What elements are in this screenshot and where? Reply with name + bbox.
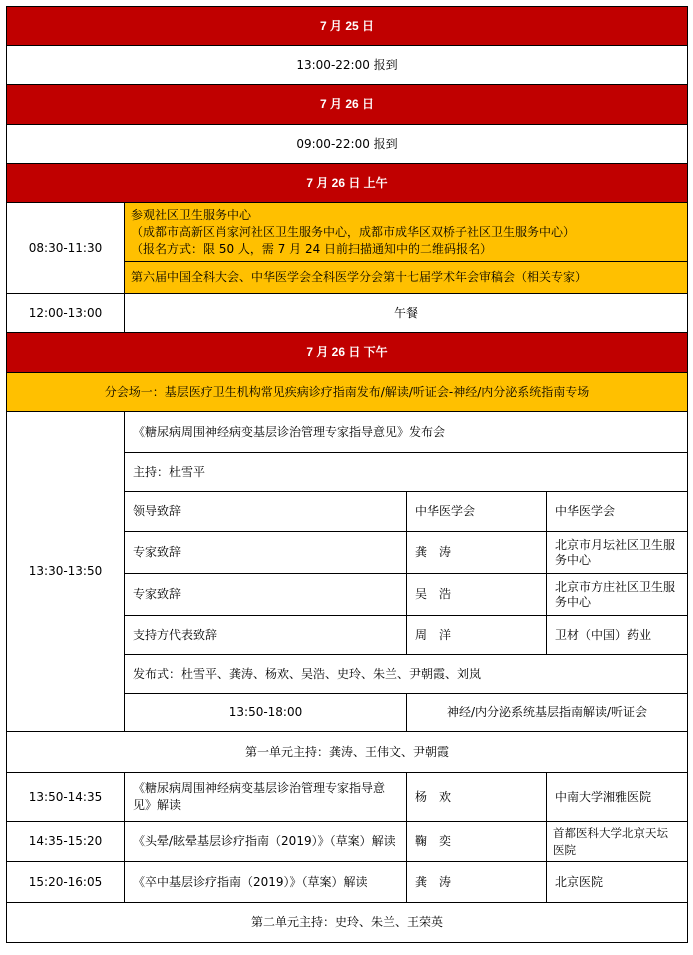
visit-line1: 参观社区卫生服务中心 (131, 207, 252, 222)
visit-cell (125, 203, 688, 262)
speech-person: 吴 浩 (407, 574, 547, 616)
speech-org: 卫材（中国）药业 (547, 616, 688, 655)
day2-header-row (7, 85, 688, 125)
lunch-time: 12:00-13:00 (7, 294, 125, 333)
launch-time: 13:30-13:50 (7, 412, 125, 732)
talk-org: 北京医院 (547, 862, 688, 903)
day1-header: 7 月 25 日 (7, 7, 688, 46)
lunch-label: 午餐 (125, 294, 688, 333)
talk-speaker: 杨 欢 (407, 773, 547, 822)
talk-org: 首都医科大学北京天坛医院 (547, 822, 688, 862)
talk-time: 15:20-16:05 (7, 862, 125, 903)
table-row (7, 822, 688, 862)
review-meeting: 第六届中国全科大会、中华医学会全科医学分会第十七届学术年会审稿会（相关专家） (125, 262, 688, 294)
speech-role: 领导致辞 (125, 492, 407, 532)
launch-host: 主持：杜雪平 (125, 453, 688, 492)
day2-checkin-row (7, 125, 688, 164)
lunch-row (7, 294, 688, 333)
branch-title: 分会场一：基层医疗卫生机构常见疾病诊疗指南发布/解读/听证会-神经/内分泌系统指南专场 (7, 373, 688, 412)
afternoon-header: 7 月 26 日 下午 (7, 333, 688, 373)
morning-visit-row (7, 203, 688, 262)
launch-title-row (7, 412, 688, 453)
unit2-host-row (7, 903, 688, 943)
speech-role: 专家致辞 (125, 532, 407, 574)
speech-role: 专家致辞 (125, 574, 407, 616)
hearing-title: 神经/内分泌系统基层指南解读/听证会 (407, 694, 688, 732)
talk-topic: 《糖尿病周围神经病变基层诊治管理专家指导意见》解读 (125, 773, 407, 822)
talk-time: 14:35-15:20 (7, 822, 125, 862)
talk-speaker: 鞠 奕 (407, 822, 547, 862)
day1-header-row (7, 7, 688, 46)
unit1-host-row (7, 732, 688, 773)
speech-org: 北京市方庄社区卫生服务中心 (547, 574, 688, 616)
table-row (7, 773, 688, 822)
day2-checkin: 09:00-22:00 报到 (7, 125, 688, 164)
speech-org: 中华医学会 (547, 492, 688, 532)
schedule-table (6, 6, 688, 943)
morning-header-row (7, 164, 688, 203)
morning-time: 08:30-11:30 (7, 203, 125, 294)
table-row (7, 862, 688, 903)
talk-topic: 《头晕/眩晕基层诊疗指南（2019）》（草案）解读 (125, 822, 407, 862)
talk-speaker: 龚 涛 (407, 862, 547, 903)
visit-line2: （成都市高新区肖家河社区卫生服务中心，成都市成华区双桥子社区卫生服务中心） (131, 224, 576, 239)
speech-person: 中华医学会 (407, 492, 547, 532)
day1-checkin: 13:00-22:00 报到 (7, 46, 688, 85)
branch-title-row (7, 373, 688, 412)
visit-line3: （报名方式：限 50 人，需 7 月 24 日前扫描通知中的二维码报名） (131, 241, 493, 256)
day1-checkin-row (7, 46, 688, 85)
unit1-host: 第一单元主持：龚涛、王伟文、尹朝霞 (7, 732, 688, 773)
talk-topic: 《卒中基层诊疗指南（2019）》（草案）解读 (125, 862, 407, 903)
afternoon-header-row (7, 333, 688, 373)
speech-person: 龚 涛 (407, 532, 547, 574)
speech-role: 支持方代表致辞 (125, 616, 407, 655)
launch-title: 《糖尿病周围神经病变基层诊治管理专家指导意见》发布会 (125, 412, 688, 453)
unit2-host: 第二单元主持：史玲、朱兰、王荣英 (7, 903, 688, 943)
hearing-time: 13:50-18:00 (125, 694, 407, 732)
day2-header: 7 月 26 日 (7, 85, 688, 125)
talk-org: 中南大学湘雅医院 (547, 773, 688, 822)
morning-header: 7 月 26 日 上午 (7, 164, 688, 203)
speech-org: 北京市月坛社区卫生服务中心 (547, 532, 688, 574)
speech-person: 周 洋 (407, 616, 547, 655)
talk-time: 13:50-14:35 (7, 773, 125, 822)
publishers: 发布式：杜雪平、龚涛、杨欢、吴浩、史玲、朱兰、尹朝霞、刘岚 (125, 655, 688, 694)
